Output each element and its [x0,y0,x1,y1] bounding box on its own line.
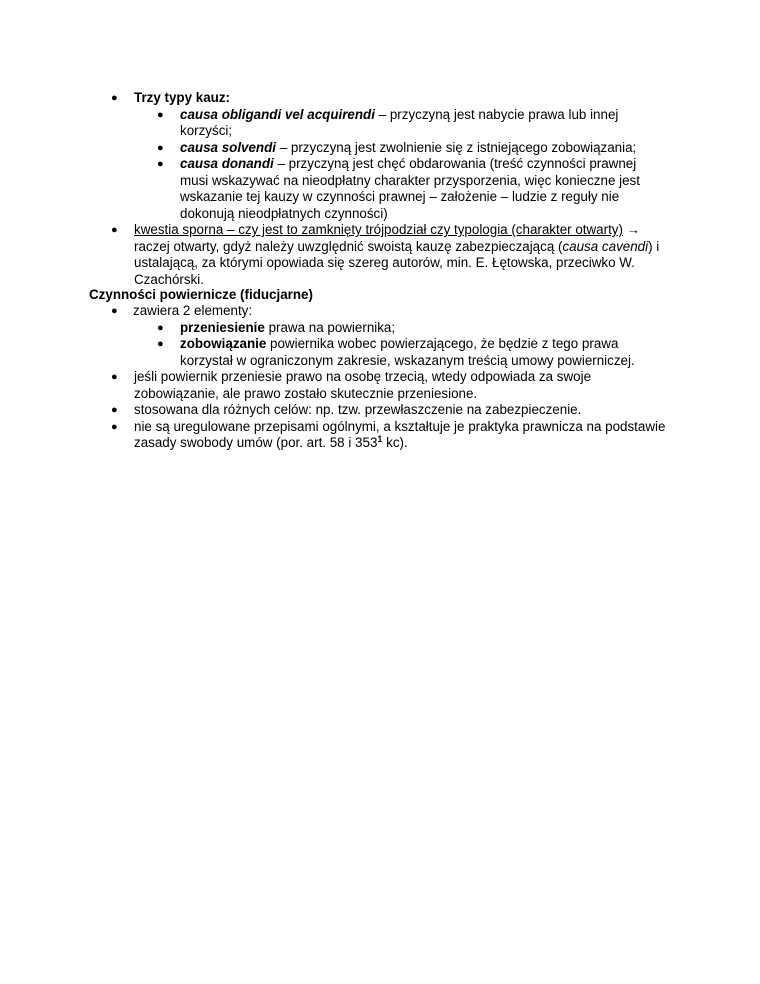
list-item-obligation [0,336,760,369]
obligation-text [180,336,660,369]
list-item-elements-intro [0,303,760,320]
regulation-main: nie są uregulowane przepisami ogólnymi, a kształtuje je praktyka prawnicza na podstawie zasady swobody umów (por. art. 58 i 353 [134,418,666,450]
disputed-question-part2: ) i ustalającą, za którymi opowiada się szereg autorów, min. E. Łętowska, przeciwko W. Czachórski. [134,238,660,287]
list-item-purposes [0,402,760,419]
causa-solvendi-text [180,140,660,157]
causa-cavendi-term: causa cavendi [562,238,649,254]
elements-intro-text: zawiera 2 elementy: [133,303,253,318]
transfer-term: przeniesienie [180,319,265,335]
transfer-description: prawa na powiernika; [264,319,396,335]
disputed-question-part1: → raczej otwarty, gdyż należy uwzględnić swoistą kauzę zabezpieczającą ( [134,222,641,254]
list-item-third-party [0,369,760,402]
fiduciary-heading: Czynności powiernicze (fiducjarne) [89,287,313,302]
bullet-icon: ● [111,404,118,416]
causa-obligandi-term: causa obligandi vel acquirendi [180,106,375,122]
list-item-regulation [0,419,760,452]
causa-obligandi-text [180,107,660,140]
bullet-icon: ● [157,141,164,154]
bullet-icon: ● [157,321,164,334]
list-item-causa-solvendi [0,140,760,157]
bullet-icon: ● [157,108,164,121]
bullet-icon: ● [111,305,118,317]
bullet-icon: ● [157,338,164,350]
transfer-text [180,320,660,337]
causa-donandi-description: – przyczyną jest chęć obdarowania (treść czynności prawnej musi wskazywać na nieodpłatny charakter przysporzenia, więc konieczne jest wskazanie tej kauzy w czynności prawnej – założenie – ludzie z reguły nie dokonują nieodpłatnych czynności) [180,156,640,221]
causa-donandi-text [180,156,660,222]
list-item-causa-types [0,90,760,107]
list-item-causa-donandi [0,156,760,222]
list-item-transfer [0,320,760,337]
bullet-icon: ● [111,224,118,236]
causa-donandi-term: causa donandi [180,156,274,171]
regulation-end: kc). [382,435,408,450]
bullet-icon: ● [111,92,118,104]
bullet-icon: ● [157,158,164,170]
causa-obligandi-description: – przyczyną jest nabycie prawa lub innej korzyści; [180,106,619,138]
causa-types-section [0,90,760,288]
obligation-term: zobowiązanie [180,336,267,351]
regulation-text [134,419,674,452]
purposes-text: stosowana dla różnych celów: np. tzw. przewłaszczenie na zabezpieczenie. [134,402,582,417]
causa-solvendi-term: causa solvendi [180,139,277,155]
causa-types-heading: Trzy typy kauz: [134,90,230,105]
list-item-disputed-question [0,222,760,288]
disputed-question-text [134,222,674,288]
causa-solvendi-description: – przyczyną jest zwolnienie się z istniejącego zobowiązania; [276,139,637,155]
list-item-causa-obligandi [0,107,760,140]
disputed-question-underlined: kwestia sporna – czy jest to zamknięty trójpodział czy typologia (charakter otwarty) [134,222,623,237]
bullet-icon: ● [111,420,118,433]
fiduciary-section [0,303,760,452]
regulation-superscript: 1 [377,434,383,444]
bullet-icon: ● [111,371,118,383]
obligation-description: powiernika wobec powierzającego, że będzie z tego prawa korzystał w ograniczonym zakresie, wskazanym treścią umowy powierniczej. [180,336,635,368]
third-party-text: jeśli powiernik przeniesie prawo na osobę trzecią, wtedy odpowiada za swoje zobowiązanie, ale prawo zostało skutecznie przeniesione. [134,369,592,401]
